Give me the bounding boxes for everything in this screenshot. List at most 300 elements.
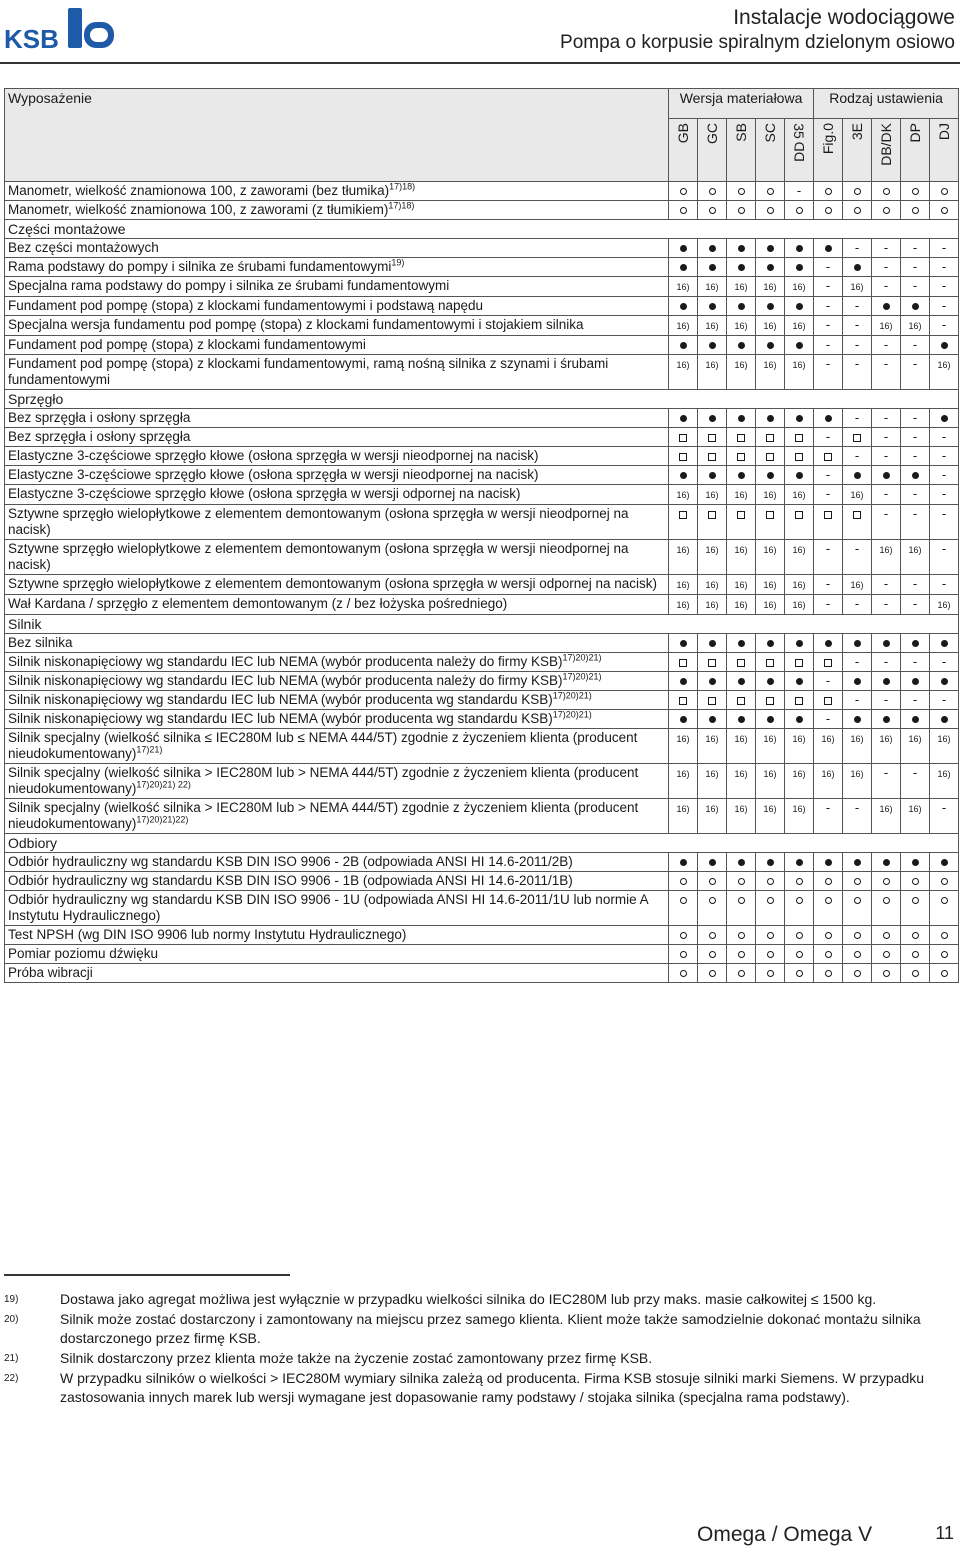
cell-sc — [756, 595, 785, 615]
not-available-dash: - — [941, 317, 947, 332]
cell-dj — [930, 653, 959, 672]
square-icon — [708, 659, 716, 667]
cell-dj — [930, 447, 959, 466]
cell-dbdk — [872, 316, 901, 336]
document-subtitle: Pompa o korpusie spiralnym dzielonym osiowo — [560, 32, 955, 53]
cell-gc — [698, 336, 727, 355]
standard-dot-icon — [767, 678, 774, 685]
footnote-number: 19) — [4, 1294, 19, 1305]
cell-gc — [698, 872, 727, 891]
standard-dot-icon — [738, 640, 745, 647]
not-available-dash: - — [941, 298, 947, 313]
optional-circle-icon — [796, 878, 803, 885]
optional-circle-icon — [941, 932, 948, 939]
cell-dj — [930, 201, 959, 220]
cell-sc — [756, 926, 785, 945]
square-icon — [824, 511, 832, 519]
cell-gc — [698, 505, 727, 540]
cell-sb — [727, 964, 756, 983]
optional-circle-icon — [738, 951, 745, 958]
page-number: 11 — [935, 1523, 954, 1543]
cell-sb — [727, 710, 756, 729]
cell-sc — [756, 355, 785, 390]
standard-dot-icon — [941, 678, 948, 685]
cell-fig0 — [814, 182, 843, 201]
standard-dot-icon — [680, 245, 687, 252]
standard-dot-icon — [883, 716, 890, 723]
cell-dj — [930, 505, 959, 540]
cell-gc — [698, 575, 727, 595]
optional-circle-icon — [854, 951, 861, 958]
table-row — [5, 201, 959, 220]
section-title: Silnik — [5, 615, 959, 634]
standard-dot-icon — [796, 859, 803, 866]
cell-fig0 — [814, 355, 843, 390]
not-available-dash: - — [854, 692, 860, 707]
optional-circle-icon — [941, 878, 948, 885]
cell-dd — [785, 872, 814, 891]
cell-sb — [727, 316, 756, 336]
cell-sb — [727, 239, 756, 258]
footnote-reference: 16) — [763, 490, 777, 500]
cell-dp — [901, 891, 930, 926]
cell-dp — [901, 926, 930, 945]
standard-dot-icon — [738, 472, 745, 479]
not-available-dash: - — [912, 448, 918, 463]
footnote-text: Silnik dostarczony przez klienta może także na życzenie zostać zamontowany przez firmę KSB. — [60, 1350, 653, 1366]
optional-circle-icon — [825, 951, 832, 958]
cell-dd — [785, 409, 814, 428]
cell-fig0 — [814, 409, 843, 428]
row-label: Manometr, wielkość znamionowa 100, z zaworami (z tłumikiem)$^{17)18)}$ — [5, 201, 669, 220]
cell-gc — [698, 447, 727, 466]
cell-gb — [669, 575, 698, 595]
footnote-reference: 16) — [879, 734, 893, 744]
cell-fig0 — [814, 466, 843, 485]
cell-dbdk — [872, 595, 901, 615]
standard-dot-icon — [941, 342, 948, 349]
cell-3e — [843, 336, 872, 355]
cell-dj — [930, 336, 959, 355]
footnote-reference: 16) — [792, 804, 806, 814]
not-available-dash: - — [912, 765, 918, 780]
cell-dbdk — [872, 945, 901, 964]
standard-dot-icon — [680, 678, 687, 685]
optional-circle-icon — [883, 932, 890, 939]
cell-dp — [901, 729, 930, 764]
cell-sc — [756, 653, 785, 672]
footnote-reference: 16) — [705, 600, 719, 610]
cell-sc — [756, 691, 785, 710]
cell-dbdk — [872, 729, 901, 764]
cell-dbdk — [872, 575, 901, 595]
cell-3e — [843, 634, 872, 653]
cell-dd — [785, 316, 814, 336]
table-row — [5, 277, 959, 297]
cell-dp — [901, 336, 930, 355]
standard-dot-icon — [767, 264, 774, 271]
cell-dd — [785, 505, 814, 540]
row-label: Silnik niskonapięciowy wg standardu IEC lub NEMA (wybór producenta należy do firmy KSB)$^{17)20)21)}$ — [5, 653, 669, 672]
cell-3e — [843, 764, 872, 799]
table-row — [5, 799, 959, 834]
cell-sb — [727, 277, 756, 297]
cell-gb — [669, 891, 698, 926]
cell-3e — [843, 672, 872, 691]
square-icon — [708, 511, 716, 519]
table-row — [5, 355, 959, 390]
header-divider — [0, 62, 960, 64]
not-available-dash: - — [912, 278, 918, 293]
cell-gb — [669, 595, 698, 615]
cell-gb — [669, 964, 698, 983]
cell-sb — [727, 729, 756, 764]
cell-dp — [901, 428, 930, 447]
optional-circle-icon — [941, 951, 948, 958]
cell-gc — [698, 964, 727, 983]
cell-gb — [669, 653, 698, 672]
optional-circle-icon — [709, 878, 716, 885]
not-available-dash: - — [825, 259, 831, 274]
table-row — [5, 485, 959, 505]
cell-gc — [698, 799, 727, 834]
optional-circle-icon — [767, 932, 774, 939]
row-label: Fundament pod pompę (stopa) z klockami fundamentowymi i podstawą napędu — [5, 297, 669, 316]
standard-dot-icon — [767, 303, 774, 310]
column-header-fig0: Fig.0 — [814, 119, 843, 182]
cell-dp — [901, 201, 930, 220]
optional-circle-icon — [738, 207, 745, 214]
row-label: Silnik niskonapięciowy wg standardu IEC lub NEMA (wybór producenta należy do firmy KSB)$^{17)20)21)}$ — [5, 672, 669, 691]
optional-circle-icon — [680, 932, 687, 939]
cell-3e — [843, 926, 872, 945]
not-available-dash: - — [825, 800, 831, 815]
table-row — [5, 926, 959, 945]
standard-dot-icon — [796, 472, 803, 479]
square-icon — [708, 453, 716, 461]
row-footnote-ref: 17)20)21) — [552, 690, 592, 701]
not-available-dash: - — [825, 711, 831, 726]
footnote-text: W przypadku silników o wielkości > IEC280M wymiary silnika zależą od producenta. Firma KSB stosuje silniki marki Siemens. W przypadku zastosowania innych marek lub wersji wymagane jest dopasowanie ramy podstawy / stojaka silnika (specjalna rama podstawy). — [60, 1370, 925, 1405]
not-available-dash: - — [941, 486, 947, 501]
square-icon — [766, 511, 774, 519]
cell-dp — [901, 710, 930, 729]
not-available-dash: - — [883, 692, 889, 707]
table-row — [5, 853, 959, 872]
cell-gc — [698, 729, 727, 764]
table-row — [5, 428, 959, 447]
cell-dbdk — [872, 277, 901, 297]
standard-dot-icon — [709, 716, 716, 723]
cell-fig0 — [814, 258, 843, 277]
cell-fig0 — [814, 729, 843, 764]
not-available-dash: - — [912, 486, 918, 501]
cell-fig0 — [814, 672, 843, 691]
table-row — [5, 945, 959, 964]
cell-sc — [756, 710, 785, 729]
row-label: Wał Kardana / sprzęgło z elementem demontowanym (z / bez łożyska pośredniego) — [5, 595, 669, 615]
optional-circle-icon — [738, 970, 745, 977]
cell-dj — [930, 182, 959, 201]
optional-circle-icon — [854, 897, 861, 904]
table-row — [5, 964, 959, 983]
row-label: Silnik specjalny (wielkość silnika > IEC280M lub > NEMA 444/5T) zgodnie z życzeniem klienta (producent nieudokumentowany)$^{17)20)21) 22)}$ — [5, 764, 669, 799]
cell-gb — [669, 316, 698, 336]
row-label: Bez części montażowych — [5, 239, 669, 258]
footnote-reference: 16) — [879, 321, 893, 331]
table-row — [5, 691, 959, 710]
cell-gb — [669, 945, 698, 964]
not-available-dash: - — [825, 486, 831, 501]
cell-sc — [756, 277, 785, 297]
not-available-dash: - — [825, 596, 831, 611]
cell-dbdk — [872, 891, 901, 926]
standard-dot-icon — [767, 640, 774, 647]
standard-dot-icon — [854, 678, 861, 685]
table-row — [5, 316, 959, 336]
cell-sc — [756, 945, 785, 964]
not-available-dash: - — [883, 765, 889, 780]
not-available-dash: - — [825, 467, 831, 482]
not-available-dash: - — [912, 356, 918, 371]
cell-fig0 — [814, 926, 843, 945]
cell-dd — [785, 653, 814, 672]
optional-circle-icon — [912, 932, 919, 939]
section-row — [5, 220, 959, 239]
cell-sc — [756, 729, 785, 764]
not-available-dash: - — [854, 317, 860, 332]
cell-sb — [727, 201, 756, 220]
cell-gb — [669, 409, 698, 428]
table-row — [5, 447, 959, 466]
cell-dp — [901, 505, 930, 540]
cell-dbdk — [872, 297, 901, 316]
footnote-reference: 16) — [734, 360, 748, 370]
cell-sb — [727, 447, 756, 466]
not-available-dash: - — [854, 800, 860, 815]
not-available-dash: - — [854, 240, 860, 255]
not-available-dash: - — [941, 240, 947, 255]
optional-circle-icon — [738, 188, 745, 195]
cell-dd — [785, 297, 814, 316]
cell-dj — [930, 872, 959, 891]
row-label: Sztywne sprzęgło wielopłytkowe z elementem demontowanym (osłona sprzęgła w wersji odpornej na nacisk) — [5, 575, 669, 595]
footnote-reference: 16) — [908, 734, 922, 744]
cell-gc — [698, 316, 727, 336]
row-label: Bez sprzęgła i osłony sprzęgła — [5, 409, 669, 428]
cell-dj — [930, 853, 959, 872]
column-header-dbdk: DB/DK — [872, 119, 901, 182]
cell-dj — [930, 277, 959, 297]
standard-dot-icon — [883, 859, 890, 866]
footnote-reference: 16) — [792, 545, 806, 555]
standard-dot-icon — [738, 245, 745, 252]
row-footnote-ref: 17)18) — [389, 181, 416, 192]
optional-circle-icon — [796, 897, 803, 904]
standard-dot-icon — [709, 859, 716, 866]
cell-dj — [930, 891, 959, 926]
row-label: Fundament pod pompę (stopa) z klockami fundamentowymi — [5, 336, 669, 355]
cell-dp — [901, 485, 930, 505]
standard-dot-icon — [941, 859, 948, 866]
square-icon — [679, 511, 687, 519]
row-label: Silnik specjalny (wielkość silnika ≤ IEC280M lub ≤ NEMA 444/5T) zgodnie z życzeniem klienta (producent nieudokumentowany)$^{17)21)}$ — [5, 729, 669, 764]
cell-gc — [698, 485, 727, 505]
cell-dj — [930, 428, 959, 447]
cell-gc — [698, 926, 727, 945]
table-row — [5, 764, 959, 799]
cell-dp — [901, 964, 930, 983]
not-available-dash: - — [883, 356, 889, 371]
cell-sc — [756, 428, 785, 447]
standard-dot-icon — [709, 264, 716, 271]
cell-gc — [698, 409, 727, 428]
cell-gb — [669, 540, 698, 575]
not-available-dash: - — [854, 337, 860, 352]
cell-3e — [843, 297, 872, 316]
standard-dot-icon — [680, 472, 687, 479]
optional-circle-icon — [883, 897, 890, 904]
cell-gb — [669, 634, 698, 653]
header-equipment: Wyposażenie — [5, 89, 669, 182]
standard-dot-icon — [680, 640, 687, 647]
cell-gb — [669, 710, 698, 729]
cell-dd — [785, 575, 814, 595]
cell-gc — [698, 239, 727, 258]
cell-dj — [930, 799, 959, 834]
logo-bar-mark — [68, 8, 82, 48]
column-header-sc: SC — [756, 119, 785, 182]
cell-gb — [669, 239, 698, 258]
header-installation-type: Rodzaj ustawienia — [814, 89, 959, 119]
row-label: Odbiór hydrauliczny wg standardu KSB DIN ISO 9906 - 1B (odpowiada ANSI HI 14.6-2011/1B) — [5, 872, 669, 891]
footnote-reference: 16) — [705, 321, 719, 331]
table-row — [5, 595, 959, 615]
footnote-reference: 16) — [734, 804, 748, 814]
optional-circle-icon — [883, 951, 890, 958]
cell-3e — [843, 182, 872, 201]
row-label: Specjalna rama podstawy do pompy i silnika ze śrubami fundamentowymi — [5, 277, 669, 297]
footnote-item — [4, 1290, 954, 1309]
footnote-reference: 16) — [792, 580, 806, 590]
square-icon — [679, 659, 687, 667]
cell-gb — [669, 297, 698, 316]
cell-gb — [669, 447, 698, 466]
table-row — [5, 729, 959, 764]
cell-sc — [756, 447, 785, 466]
cell-dbdk — [872, 634, 901, 653]
table-row — [5, 634, 959, 653]
cell-gb — [669, 672, 698, 691]
optional-circle-icon — [767, 897, 774, 904]
footnote-reference: 16) — [792, 282, 806, 292]
footnote-number: 22) — [4, 1373, 19, 1384]
optional-circle-icon — [796, 951, 803, 958]
cell-dbdk — [872, 466, 901, 485]
cell-dp — [901, 672, 930, 691]
not-available-dash: - — [941, 259, 947, 274]
standard-dot-icon — [883, 303, 890, 310]
cell-dj — [930, 409, 959, 428]
footnote-reference: 16) — [763, 282, 777, 292]
cell-dp — [901, 297, 930, 316]
footnote-item — [4, 1349, 954, 1368]
cell-sb — [727, 258, 756, 277]
table-row — [5, 182, 959, 201]
optional-circle-icon — [709, 897, 716, 904]
optional-circle-icon — [738, 932, 745, 939]
cell-gc — [698, 466, 727, 485]
optional-circle-icon — [767, 207, 774, 214]
optional-circle-icon — [912, 207, 919, 214]
standard-dot-icon — [796, 245, 803, 252]
cell-3e — [843, 540, 872, 575]
cell-sc — [756, 764, 785, 799]
optional-circle-icon — [825, 188, 832, 195]
cell-dbdk — [872, 428, 901, 447]
cell-fig0 — [814, 710, 843, 729]
cell-3e — [843, 239, 872, 258]
cell-sc — [756, 485, 785, 505]
not-available-dash: - — [825, 673, 831, 688]
standard-dot-icon — [709, 415, 716, 422]
table-row — [5, 672, 959, 691]
cell-sc — [756, 964, 785, 983]
table-row — [5, 891, 959, 926]
row-label: Odbiór hydrauliczny wg standardu KSB DIN ISO 9906 - 1U (odpowiada ANSI HI 14.6-2011/1U lub normie A Instytutu Hydraulicznego) — [5, 891, 669, 926]
standard-dot-icon — [854, 472, 861, 479]
cell-3e — [843, 355, 872, 390]
not-available-dash: - — [883, 654, 889, 669]
optional-circle-icon — [912, 970, 919, 977]
cell-sb — [727, 653, 756, 672]
cell-gc — [698, 672, 727, 691]
footnote-number: 21) — [4, 1353, 19, 1364]
cell-sb — [727, 891, 756, 926]
square-icon — [853, 434, 861, 442]
cell-fig0 — [814, 691, 843, 710]
table-row — [5, 653, 959, 672]
cell-sc — [756, 336, 785, 355]
column-header-dd: DD35 — [785, 119, 814, 182]
cell-sc — [756, 258, 785, 277]
footnote-reference: 16) — [908, 545, 922, 555]
cell-dd — [785, 945, 814, 964]
cell-sb — [727, 853, 756, 872]
cell-sc — [756, 891, 785, 926]
cell-dj — [930, 764, 959, 799]
standard-dot-icon — [709, 678, 716, 685]
cell-sc — [756, 540, 785, 575]
cell-gb — [669, 872, 698, 891]
footnote-reference: 16) — [734, 282, 748, 292]
cell-fig0 — [814, 764, 843, 799]
row-label: Silnik specjalny (wielkość silnika > IEC280M lub > NEMA 444/5T) zgodnie z życzeniem klienta (producent nieudokumentowany)$^{17)20)21)22)}$ — [5, 799, 669, 834]
cell-sb — [727, 540, 756, 575]
cell-dbdk — [872, 672, 901, 691]
cell-3e — [843, 505, 872, 540]
standard-dot-icon — [738, 859, 745, 866]
optional-circle-icon — [709, 207, 716, 214]
row-label: Silnik niskonapięciowy wg standardu IEC lub NEMA (wybór producenta wg standardu KSB)$^{17)20)21)}$ — [5, 710, 669, 729]
optional-circle-icon — [825, 932, 832, 939]
standard-dot-icon — [912, 678, 919, 685]
table-row — [5, 540, 959, 575]
cell-dd — [785, 853, 814, 872]
cell-fig0 — [814, 239, 843, 258]
cell-sb — [727, 505, 756, 540]
footnote-reference: 16) — [676, 600, 690, 610]
